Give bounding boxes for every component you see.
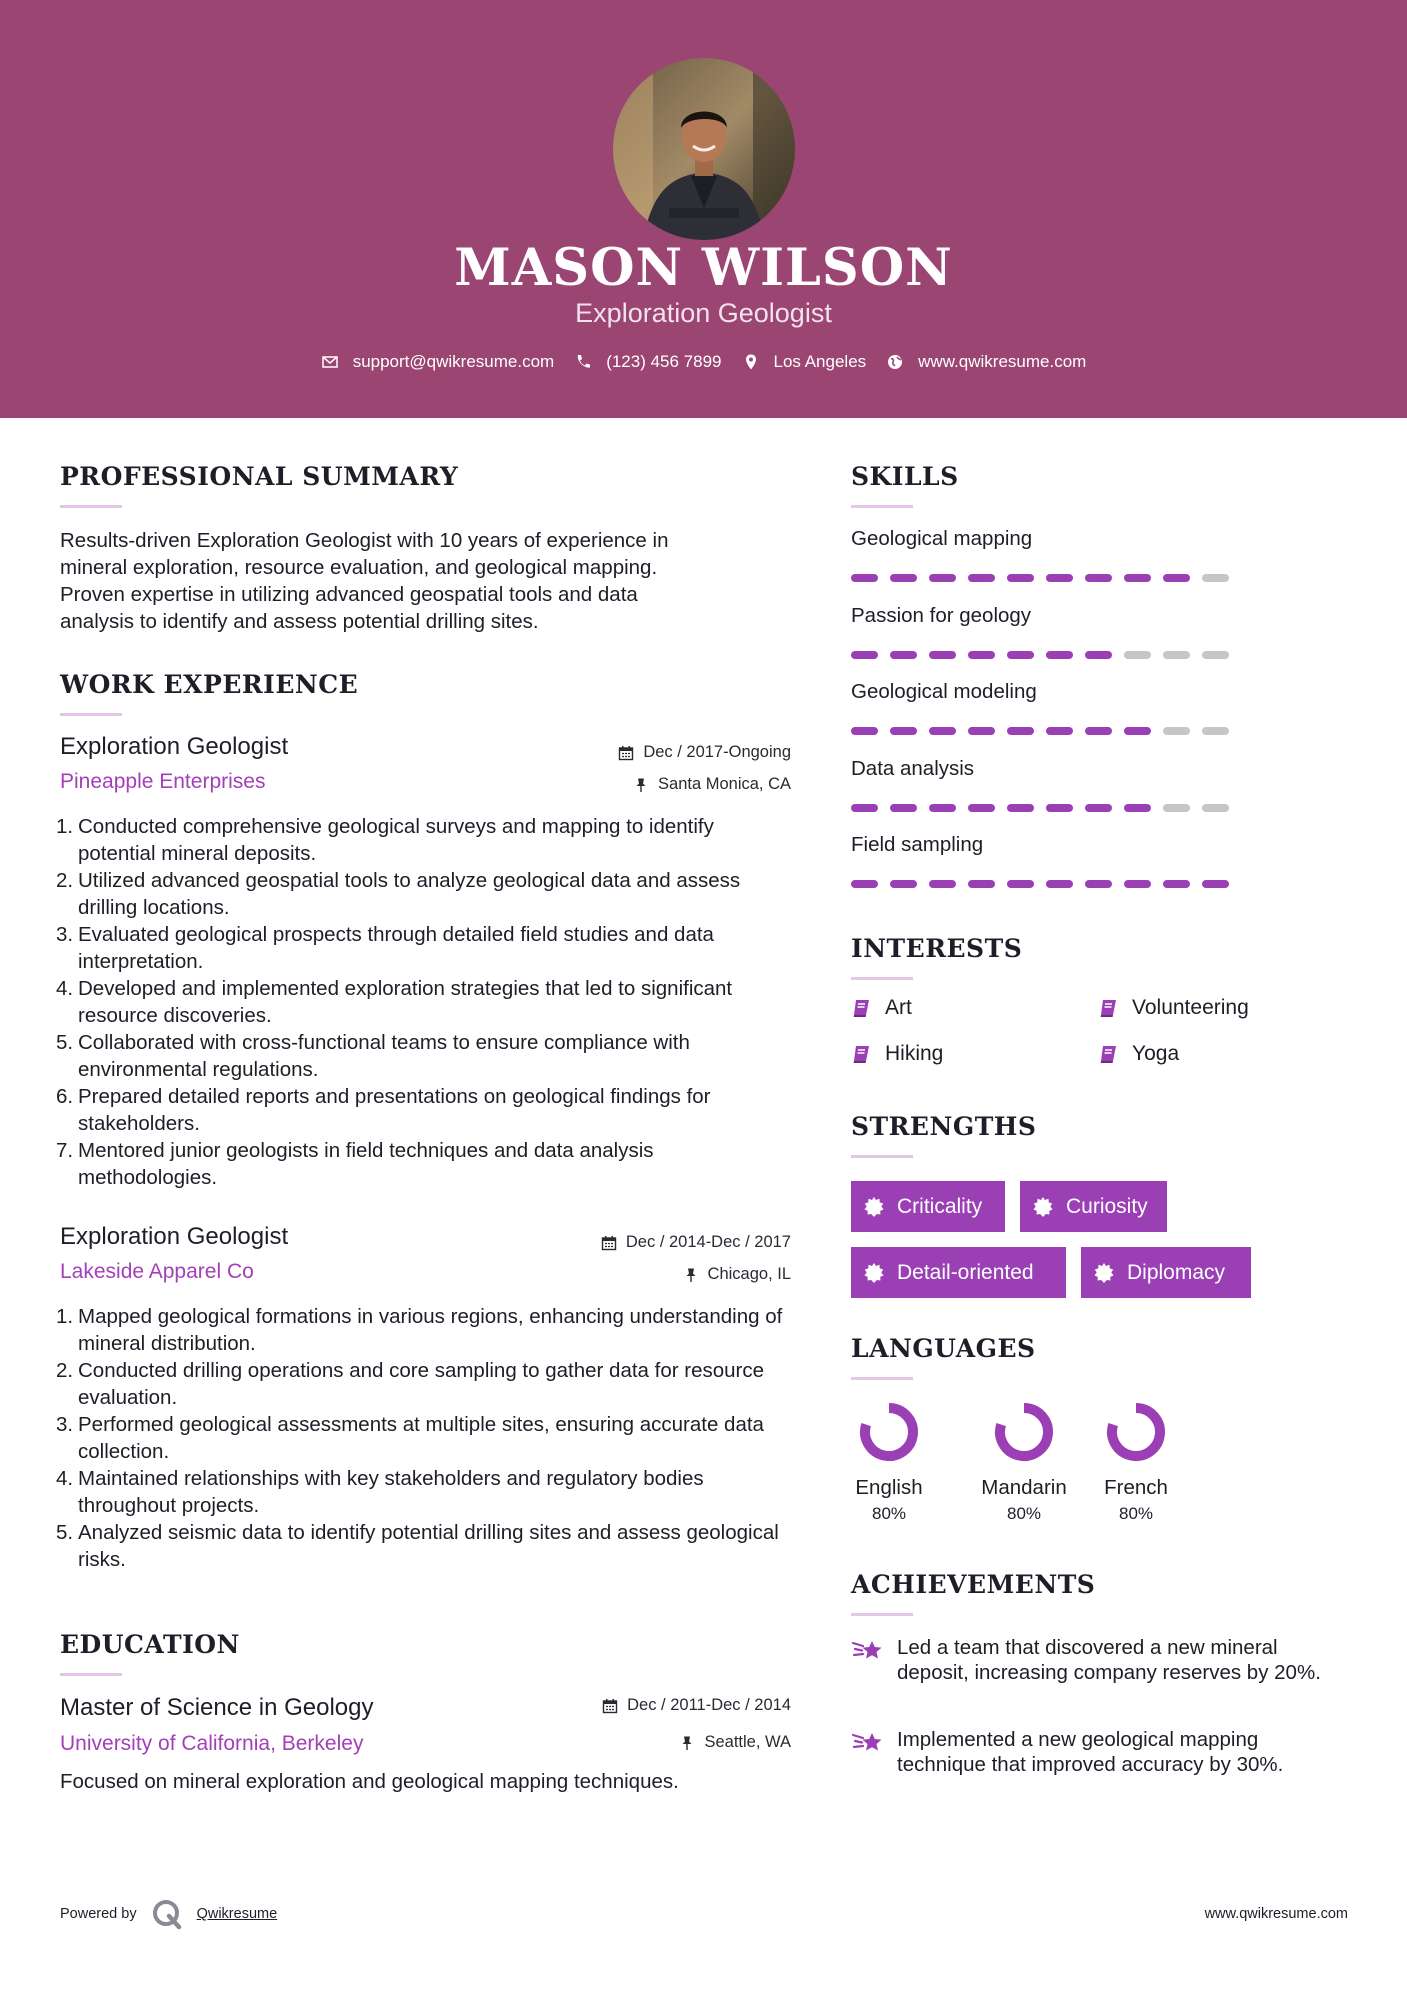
interest-label: Yoga (1132, 1042, 1180, 1065)
achievements-rule (851, 1613, 913, 1616)
skill-dash-filled (890, 880, 917, 888)
achievement-item (851, 1635, 1351, 1685)
skill-dash-filled (851, 880, 878, 888)
skill-dash-filled (1124, 804, 1151, 812)
job-dates-text: Dec / 2014-Dec / 2017 (625, 1233, 791, 1251)
interest-label: Hiking (885, 1042, 944, 1065)
contact-bar (0, 352, 1407, 372)
strength-tag (1081, 1247, 1251, 1298)
skill-dash-filled (1202, 880, 1229, 888)
calendar-icon (601, 1235, 617, 1251)
education-heading: EDUCATION (60, 1630, 240, 1659)
skill-label: Field sampling (851, 833, 984, 856)
interest-label: Art (885, 996, 912, 1019)
shooting-star-icon (851, 1727, 885, 1757)
skill-dash-filled (1007, 727, 1034, 735)
contact-email[interactable] (321, 352, 555, 372)
skill-dash-filled (929, 574, 956, 582)
contact-location (742, 352, 867, 372)
profile-photo (613, 58, 795, 240)
duty-item: Developed and implemented exploration strategies that led to significant resource discoveries. (78, 977, 733, 1027)
skill-dash-filled (1007, 574, 1034, 582)
job-dates (618, 743, 791, 762)
strength-label: Curiosity (1066, 1194, 1148, 1218)
interest-item (851, 996, 912, 1020)
brand-link[interactable]: Qwikresume (196, 1906, 278, 1922)
contact-location-text: Los Angeles (773, 352, 867, 371)
book-icon (1098, 1043, 1120, 1065)
contact-phone-text: (123) 456 7899 (606, 352, 722, 371)
school-name: University of California, Berkeley (60, 1732, 364, 1755)
skill-label: Geological mapping (851, 527, 1033, 550)
duty-item: Evaluated geological prospects through detailed field studies and data interpretation. (78, 923, 714, 973)
skill-dash-empty (1163, 804, 1190, 812)
skill-dash-empty (1202, 651, 1229, 659)
skill-label: Geological modeling (851, 680, 1037, 703)
skill-dash-filled (1046, 651, 1073, 659)
skill-label: Passion for geology (851, 603, 1032, 627)
skill-dash-filled (890, 804, 917, 812)
summary-line: Results-driven Exploration Geologist with 10 years of experience in (60, 529, 669, 552)
calendar-icon (602, 1698, 618, 1714)
language-progress-arc (1112, 1408, 1160, 1456)
calendar-icon (618, 745, 634, 761)
contact-email-text: support@qwikresume.com (352, 352, 555, 371)
shooting-star-icon (851, 1635, 885, 1665)
skill-dash-filled (968, 880, 995, 888)
skill-dash-filled (890, 651, 917, 659)
resume-header (0, 0, 1407, 418)
badge-icon (863, 1262, 885, 1284)
candidate-title: Exploration Geologist (575, 298, 832, 328)
duty-item: Conducted drilling operations and core sampling to gather data for resource evaluation. (78, 1359, 765, 1409)
skill-dash-empty (1163, 651, 1190, 659)
strength-label: Detail-oriented (897, 1260, 1034, 1284)
duty-item: Performed geological assessments at multiple sites, ensuring accurate data collection. (78, 1413, 764, 1463)
pushpin-icon (679, 1735, 695, 1751)
interest-item (1098, 996, 1249, 1020)
skill-dash-filled (968, 804, 995, 812)
language-level: 80% (1006, 1504, 1042, 1523)
strength-label: Criticality (897, 1194, 983, 1218)
skill-dash-filled (890, 727, 917, 735)
achievements-heading: ACHIEVEMENTS (851, 1570, 1096, 1599)
skill-dash-filled (851, 651, 878, 659)
education-rule (60, 1673, 122, 1676)
education-dates-text: Dec / 2011-Dec / 2014 (627, 1696, 791, 1714)
job-dates-text: Dec / 2017-Ongoing (643, 743, 791, 761)
skill-dash-filled (1046, 804, 1073, 812)
language-name: Mandarin (981, 1476, 1067, 1499)
skills-rule (851, 505, 913, 508)
job-location-text: Chicago, IL (707, 1265, 791, 1283)
language-name: English (855, 1476, 923, 1499)
qwikresume-logo-icon (151, 1898, 183, 1930)
duty-item: Collaborated with cross-functional teams to ensure compliance with environmental regulations. (78, 1031, 690, 1081)
skill-dash-empty (1202, 727, 1229, 735)
summary-text (60, 527, 820, 635)
skill-dash-empty (1202, 804, 1229, 812)
skill-dash-filled (929, 804, 956, 812)
skill-dash-filled (968, 574, 995, 582)
education-dates (602, 1696, 791, 1715)
badge-icon (863, 1196, 885, 1218)
skill-dash-filled (1163, 880, 1190, 888)
skill-dash-filled (968, 651, 995, 659)
language-item (969, 1402, 1079, 1524)
degree-title: Master of Science in Geology (60, 1694, 374, 1721)
skill-level-bar (851, 651, 1241, 659)
language-item (1081, 1402, 1191, 1524)
interests-heading: INTERESTS (851, 934, 1023, 963)
summary-rule (60, 505, 122, 508)
pushpin-icon (683, 1267, 699, 1283)
skill-dash-filled (1124, 574, 1151, 582)
contact-phone[interactable] (574, 352, 721, 372)
skill-dash-filled (968, 727, 995, 735)
map-pin-icon (742, 353, 760, 371)
skill-dash-empty (1202, 574, 1229, 582)
duty-item: Maintained relationships with key stakeholders and regulatory bodies throughout projects. (78, 1467, 704, 1517)
skill-dash-filled (929, 727, 956, 735)
strength-tag (851, 1181, 1005, 1232)
language-progress-ring (1106, 1402, 1166, 1462)
duty-item: Mapped geological formations in various regions, enhancing understanding of mineral distribution. (78, 1305, 783, 1355)
skill-dash-filled (1046, 727, 1073, 735)
skill-dash-filled (1124, 727, 1151, 735)
languages-rule (851, 1377, 913, 1380)
strengths-heading: STRENGTHS (851, 1112, 1037, 1141)
footer-website[interactable]: www.qwikresume.com (1204, 1906, 1348, 1922)
achievement-text: Led a team that discovered a new mineral deposit, increasing company reserves by 20%. (897, 1636, 1321, 1684)
job-company: Lakeside Apparel Co (60, 1260, 254, 1283)
badge-icon (1032, 1196, 1054, 1218)
powered-by-text: Powered by (60, 1906, 137, 1922)
job-dates (601, 1233, 791, 1252)
strengths-rule (851, 1155, 913, 1158)
language-item (834, 1402, 944, 1524)
skill-dash-filled (851, 804, 878, 812)
strength-tag (851, 1247, 1066, 1298)
languages-heading: LANGUAGES (851, 1334, 1036, 1363)
globe-icon (886, 353, 904, 371)
job-location-text: Santa Monica, CA (658, 775, 791, 793)
book-icon (851, 1043, 873, 1065)
language-progress-arc (1000, 1408, 1048, 1456)
job-title: Exploration Geologist (60, 1223, 289, 1250)
candidate-name: MASON WILSON (454, 238, 953, 298)
summary-heading: PROFESSIONAL SUMMARY (60, 462, 459, 491)
duty-item: Mentored junior geologists in field techniques and data analysis methodologies. (78, 1139, 654, 1189)
job-location (633, 775, 791, 794)
job-title: Exploration Geologist (60, 733, 289, 760)
duty-item: Prepared detailed reports and presentations on geological findings for stakeholders. (78, 1085, 711, 1135)
skill-dash-empty (1124, 651, 1151, 659)
skill-dash-filled (851, 574, 878, 582)
skill-dash-filled (1046, 880, 1073, 888)
skill-dash-filled (1007, 804, 1034, 812)
duty-item: Conducted comprehensive geological surveys and mapping to identify potential mineral deposits. (78, 815, 714, 865)
achievement-item (851, 1727, 1351, 1777)
skills-heading: SKILLS (851, 462, 959, 491)
skill-dash-filled (1007, 880, 1034, 888)
skill-dash-filled (1085, 574, 1112, 582)
language-progress-arc (865, 1408, 913, 1456)
skill-level-bar (851, 574, 1241, 582)
strength-tag (1020, 1181, 1167, 1232)
skill-dash-filled (851, 727, 878, 735)
skill-dash-filled (1085, 727, 1112, 735)
skill-dash-empty (1163, 727, 1190, 735)
skill-level-bar (851, 804, 1241, 812)
skill-level-bar (851, 727, 1241, 735)
skill-dash-filled (1085, 804, 1112, 812)
envelope-icon (321, 353, 339, 371)
job-location (683, 1265, 791, 1284)
badge-icon (1093, 1262, 1115, 1284)
work-rule (60, 713, 122, 716)
education-description: Focused on mineral exploration and geological mapping techniques. (60, 1770, 679, 1793)
achievement-text: Implemented a new geological mapping technique that improved accuracy by 30%. (897, 1728, 1284, 1776)
skill-label: Data analysis (851, 756, 975, 780)
skill-dash-filled (1085, 651, 1112, 659)
language-progress-ring (994, 1402, 1054, 1462)
job-company: Pineapple Enterprises (60, 770, 266, 793)
skill-dash-filled (1163, 574, 1190, 582)
job-duties (56, 1303, 786, 1573)
interest-item (1098, 1042, 1179, 1066)
summary-line: Proven expertise in utilizing advanced geospatial tools and data (60, 583, 638, 606)
job-duties (56, 813, 786, 1191)
book-icon (1098, 997, 1120, 1019)
summary-line: mineral exploration, resource evaluation, and geological mapping. (60, 556, 658, 579)
strength-label: Diplomacy (1127, 1260, 1226, 1284)
work-heading: WORK EXPERIENCE (60, 670, 359, 699)
language-name: French (1104, 1476, 1168, 1499)
skill-dash-filled (1046, 574, 1073, 582)
book-icon (851, 997, 873, 1019)
interest-label: Volunteering (1132, 996, 1249, 1019)
education-location (679, 1733, 791, 1752)
contact-website-text: www.qwikresume.com (918, 352, 1087, 371)
contact-website[interactable] (886, 352, 1086, 372)
skill-dash-filled (1085, 880, 1112, 888)
footer-powered-by (60, 1898, 277, 1930)
summary-line: analysis to identify and assess potential drilling sites. (60, 610, 539, 633)
interest-item (851, 1042, 943, 1066)
skill-level-bar (851, 880, 1241, 888)
skill-dash-filled (1007, 651, 1034, 659)
language-level: 80% (871, 1504, 907, 1523)
skill-dash-filled (929, 651, 956, 659)
skill-dash-filled (890, 574, 917, 582)
language-progress-ring (859, 1402, 919, 1462)
skill-dash-filled (929, 880, 956, 888)
duty-item: Utilized advanced geospatial tools to analyze geological data and assess drilling locations. (78, 869, 741, 919)
phone-icon (574, 353, 592, 371)
pushpin-icon (633, 777, 649, 793)
language-level: 80% (1118, 1504, 1154, 1523)
duty-item: Analyzed seismic data to identify potential drilling sites and assess geological risks. (78, 1521, 779, 1571)
education-location-text: Seattle, WA (704, 1733, 791, 1751)
skill-dash-filled (1124, 880, 1151, 888)
interests-rule (851, 977, 913, 980)
